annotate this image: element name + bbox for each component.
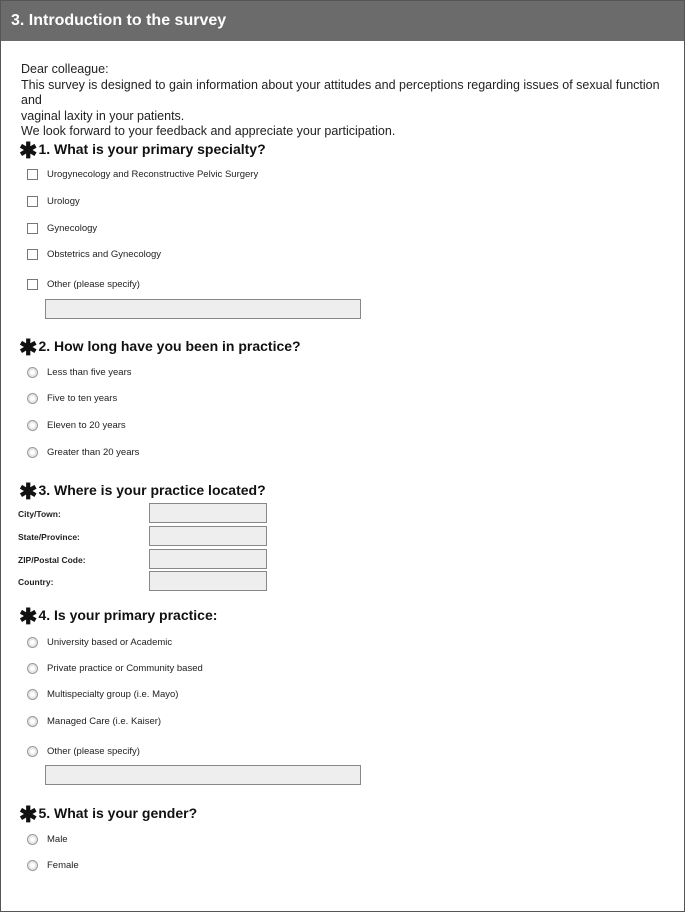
zip-input[interactable] xyxy=(149,549,267,569)
radio-button[interactable] xyxy=(27,367,38,378)
radio-button[interactable] xyxy=(27,746,38,757)
radio-button[interactable] xyxy=(27,420,38,431)
q2-option-label: Five to ten years xyxy=(47,393,118,404)
checkbox[interactable] xyxy=(27,196,38,207)
intro-line-3: We look forward to your feedback and appreciate your participation. xyxy=(21,124,396,138)
required-asterisk-icon: ✱ xyxy=(19,604,38,629)
checkbox[interactable] xyxy=(27,223,38,234)
question-1-title xyxy=(19,138,266,164)
q5-option-label: Male xyxy=(47,834,68,845)
radio-button[interactable] xyxy=(27,834,38,845)
city-input[interactable] xyxy=(149,503,267,523)
q2-option-label: Less than five years xyxy=(47,367,132,378)
checkbox[interactable] xyxy=(27,169,38,180)
q1-option-label: Other (please specify) xyxy=(47,279,140,290)
question-4-title xyxy=(19,604,217,630)
intro-greeting: Dear colleague: xyxy=(21,62,109,76)
country-input[interactable] xyxy=(149,571,267,591)
radio-button[interactable] xyxy=(27,637,38,648)
q5-option-label: Female xyxy=(47,860,79,871)
q4-option-label: Other (please specify) xyxy=(47,746,140,757)
state-label: State/Province: xyxy=(18,532,80,542)
question-2-title xyxy=(19,335,301,361)
question-3-title xyxy=(19,479,266,505)
radio-button[interactable] xyxy=(27,860,38,871)
q4-other-input[interactable] xyxy=(45,765,361,785)
radio-button[interactable] xyxy=(27,689,38,700)
city-label: City/Town: xyxy=(18,509,61,519)
required-asterisk-icon: ✱ xyxy=(19,802,38,827)
question-5-text: 5. What is your gender? xyxy=(38,805,198,821)
question-1-text: 1. What is your primary specialty? xyxy=(38,141,266,157)
q2-option-label: Greater than 20 years xyxy=(47,447,140,458)
page-header xyxy=(1,1,684,41)
q4-option-label: University based or Academic xyxy=(47,637,173,648)
q1-option-label: Gynecology xyxy=(47,223,98,234)
required-asterisk-icon: ✱ xyxy=(19,479,38,504)
page-title: 3. Introduction to the survey xyxy=(11,12,227,29)
required-asterisk-icon: ✱ xyxy=(19,335,38,360)
q2-option-label: Eleven to 20 years xyxy=(47,420,126,431)
intro-line-2: vaginal laxity in your patients. xyxy=(21,108,185,123)
question-5-title xyxy=(19,802,197,828)
q1-option-label: Obstetrics and Gynecology xyxy=(47,249,162,260)
question-2-text: 2. How long have you been in practice? xyxy=(38,338,301,354)
question-3-text: 3. Where is your practice located? xyxy=(38,482,266,498)
checkbox[interactable] xyxy=(27,249,38,260)
q1-other-input[interactable] xyxy=(45,299,361,319)
intro-text xyxy=(21,62,681,140)
q1-option-label: Urology xyxy=(47,196,80,207)
zip-label: ZIP/Postal Code: xyxy=(18,555,86,565)
q4-option-label: Managed Care (i.e. Kaiser) xyxy=(47,716,162,727)
intro-line-1: This survey is designed to gain information about your attitudes and perceptions regarding issues of sexual function and xyxy=(21,77,660,107)
checkbox[interactable] xyxy=(27,279,38,290)
radio-button[interactable] xyxy=(27,663,38,674)
question-4-text: 4. Is your primary practice: xyxy=(38,607,218,623)
q4-option-label: Multispecialty group (i.e. Mayo) xyxy=(47,689,179,700)
q4-option-label: Private practice or Community based xyxy=(47,663,203,674)
radio-button[interactable] xyxy=(27,447,38,458)
q1-option-label: Urogynecology and Reconstructive Pelvic Surgery xyxy=(47,169,259,180)
radio-button[interactable] xyxy=(27,716,38,727)
required-asterisk-icon: ✱ xyxy=(19,138,38,163)
country-label: Country: xyxy=(18,577,54,587)
state-input[interactable] xyxy=(149,526,267,546)
radio-button[interactable] xyxy=(27,393,38,404)
